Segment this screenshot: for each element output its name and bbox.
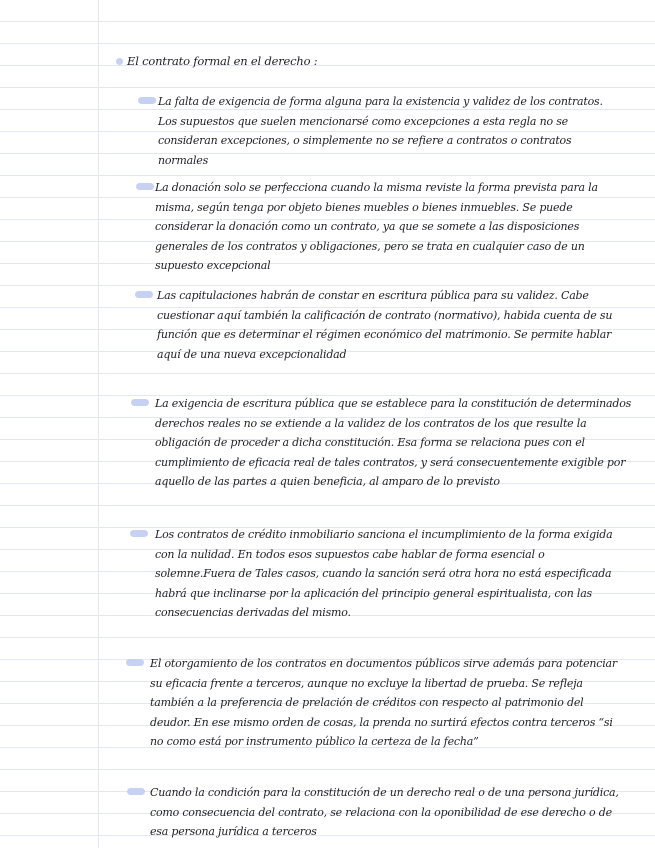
bullet-text: Cuando la condición para la constitución de un derecho real o de una persona jurídica, como consecuencia del contrato, se relaciona con la oponibilidad de ese derecho o de esa persona jurídica a terceros: [150, 786, 619, 838]
title-row: [116, 54, 317, 68]
bullet-text: La exigencia de escritura pública que se establece para la constitución de determinados derechos reales no se extiende a la validez de los contratos de los que resulte la obligación de proceder a dicha constitución. Esa forma se relaciona pues con el cumplimiento de eficacia real de tales contratos, y será consecuentemente exigible por aquello de las partes a quien beneficia, al amparo de lo previsto: [155, 397, 632, 488]
highlight-marker-icon: [135, 291, 153, 298]
highlight-marker-icon: [131, 399, 149, 406]
highlight-marker-icon: [126, 659, 144, 666]
highlight-marker-icon: [127, 788, 145, 795]
highlight-marker-icon: [136, 183, 154, 190]
highlight-marker-icon: [138, 97, 156, 104]
bullet-dot-icon: [116, 58, 123, 65]
highlight-marker-icon: [130, 530, 148, 537]
bullet-text: El otorgamiento de los contratos en documentos públicos sirve además para potenciar su eficacia frente a terceros, aunque no excluye la libertad de prueba. Se refleja también a la preferencia de prelación de créditos con respecto al patrimonio del deudor. En ese mismo orden de cosas, la prenda no surtirá efectos contra terceros “si no como está por instrumento público la certeza de la fecha”: [150, 657, 617, 748]
page-title: El contrato formal en el derecho :: [127, 54, 318, 68]
bullet-text: Los contratos de crédito inmobiliario sanciona el incumplimiento de la forma exigida con la nulidad. En todos esos supuestos cabe hablar de forma esencial o solemne.Fuera de Tales casos, cuando la sanción será otra hora no está especificada habrá que inclinarse por la aplicación del principio general espiritualista, con las consecuencias derivadas del mismo.: [155, 528, 613, 619]
notebook-margin-line: [98, 0, 99, 848]
bullet-text: Las capitulaciones habrán de constar en escritura pública para su validez. Cabe cuestionar aquí también la calificación de contrato (normativo), habida cuenta de su función que es determinar el régimen económico del matrimonio. Se permite hablar aquí de una nueva excepcionalidad: [157, 289, 613, 361]
bullet-text: La falta de exigencia de forma alguna para la existencia y validez de los contratos. Los supuestos que suelen mencionarsé como excepciones a esta regla no se consideran excepciones, o simplemente no se refiere a contratos o contratos normales: [158, 95, 603, 167]
bullet-text: La donación solo se perfecciona cuando la misma reviste la forma prevista para la misma, según tenga por objeto bienes muebles o bienes inmuebles. Se puede considerar la donación como un contrato, ya que se somete a las disposiciones generales de los contratos y obligaciones, pero se trata en cualquier caso de un supuesto excepcional: [155, 181, 598, 272]
